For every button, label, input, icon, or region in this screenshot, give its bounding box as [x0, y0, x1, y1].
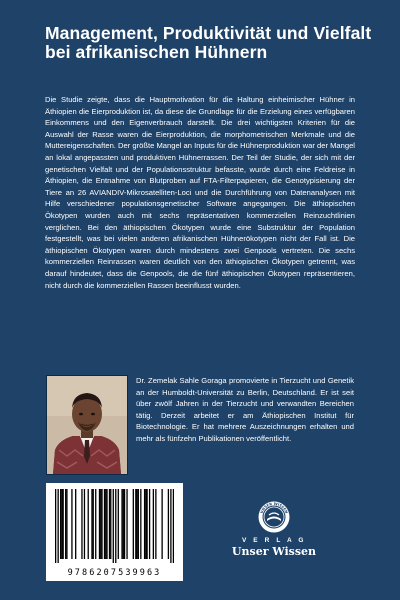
barcode-bar	[99, 489, 100, 559]
barcode-bar	[95, 489, 96, 559]
barcode-bar	[155, 489, 156, 559]
barcode-bar	[63, 489, 64, 559]
author-bio: Dr. Zemelak Sahle Goraga promovierte in Tierzucht und Genetik an der Humboldt-Universität zu Berlin, Deutschland. Er ist seit über zwölf Jahren in der Tierzucht und verwandten Bereichen tätig. Derzeit arbeitet er am Äthiopischen Institut für Biotechnologie. Er hat mehrere Auszeichnungen erhalten und mehr als fünfzehn Publikationen veröffentlicht.	[136, 376, 354, 443]
barcode-bar	[88, 489, 89, 559]
barcode-bar	[66, 489, 67, 559]
barcode-bar	[153, 489, 154, 559]
barcode-bar	[118, 489, 119, 559]
barcode-bar	[105, 489, 106, 559]
book-blurb: Die Studie zeigte, dass die Hauptmotivation für die Haltung einheimischer Hühner in Äthiopien die Eierproduktion ist, da diese die Grundlage für die Erzielung eines verfügbaren Einkommens und den Eigenverbrauch darstellt. Die drei wichtigsten Kriterien für die Auswahl der Rasse waren die Eierproduktion, die morphometrischen Merkmale und die Muttereigenschaften. Der größte Mangel an Inputs für die Hühnerproduktion war der Mangel an lokal angepassten und produktiven Hühnerrassen. Der Teil der Studie, der sich mit der genetischen Vielfalt und der Populationsstruktur befasste, wurde durch eine Feldreise in Äthiopien, die Entnahme von Blutproben auf FTA-Filterpapieren, die Genotypisierung der Tiere an 26 AVIANDIV-Mikrosatelliten-Loci und die Durchführung von Datenanalysen mit Hilfe verschiedener populationsgenetischer Software angegangen. Die äthiopischen Ökotypen wurden auch mit sechs repräsentativen kommerziellen Reinzuchtlinien verglichen. Bei den äthiopischen Ökotypen wurde eine Substruktur der Population festgestellt, was bei vielen anderen afrikanischen Hühnerökotypen nicht der Fall ist. Die äthiopischen Ökotypen waren durch mindestens zwei Genpools vertreten. Die sechs kommerziellen Reinrassen waren deutlich von den äthiopischen Ökotypen getrennt, was darauf hindeutet, dass die Genpools, die die fünf äthiopischen Ökotypen repräsentieren, nicht durch die kommerziellen Rassen beeinflusst wurden.	[45, 95, 355, 290]
barcode-bar	[144, 489, 145, 559]
barcode-bar	[104, 489, 105, 559]
barcode-bar	[100, 489, 101, 559]
barcode-bar	[109, 489, 110, 559]
barcode-bar	[101, 489, 102, 559]
barcode-bar	[60, 489, 61, 559]
barcode-bar	[146, 489, 147, 559]
barcode-bar	[71, 489, 72, 559]
barcode-bar	[110, 489, 111, 559]
barcode-bar	[84, 489, 85, 559]
barcode-bar	[93, 489, 94, 559]
barcode-bar	[170, 489, 171, 563]
isbn-barcode	[46, 483, 183, 581]
barcode-bar	[75, 489, 76, 559]
barcode-bar	[161, 489, 162, 559]
publisher-verlag-label: V E R L A G	[241, 537, 307, 544]
barcode-bar	[106, 489, 107, 559]
publisher-logo-icon	[257, 500, 291, 534]
barcode-bar	[145, 489, 146, 559]
barcode-bar	[61, 489, 62, 559]
barcode-bar	[58, 489, 59, 563]
barcode-bar	[55, 489, 56, 563]
barcode-bar	[168, 489, 169, 559]
barcode-bar	[126, 489, 127, 559]
author-photo	[46, 375, 128, 475]
book-title: Management, Produktivität und Vielfalt bei afrikanischen Hühnern	[45, 23, 372, 62]
isbn-number: 9786207539963	[67, 568, 162, 578]
barcode-bar	[123, 489, 124, 559]
barcode-bar	[81, 489, 82, 559]
barcode-bar	[140, 489, 141, 559]
barcode-bar	[138, 489, 139, 559]
barcode-bar	[136, 489, 137, 559]
barcode-bar	[135, 489, 136, 559]
barcode-bar	[173, 489, 174, 563]
barcode-bar	[133, 489, 134, 559]
barcode-bar	[113, 489, 114, 563]
barcode-bar	[91, 489, 92, 559]
barcode-bars	[55, 489, 174, 563]
publisher-name: Unser Wissen	[231, 545, 317, 558]
barcode-bar	[149, 489, 150, 559]
barcode-bar	[121, 489, 122, 559]
barcode-bar	[65, 489, 66, 559]
barcode-bar	[124, 489, 125, 559]
publisher-block	[214, 500, 334, 558]
barcode-bar	[115, 489, 116, 563]
publisher-logo-text: UNSER WISSEN	[259, 501, 289, 515]
